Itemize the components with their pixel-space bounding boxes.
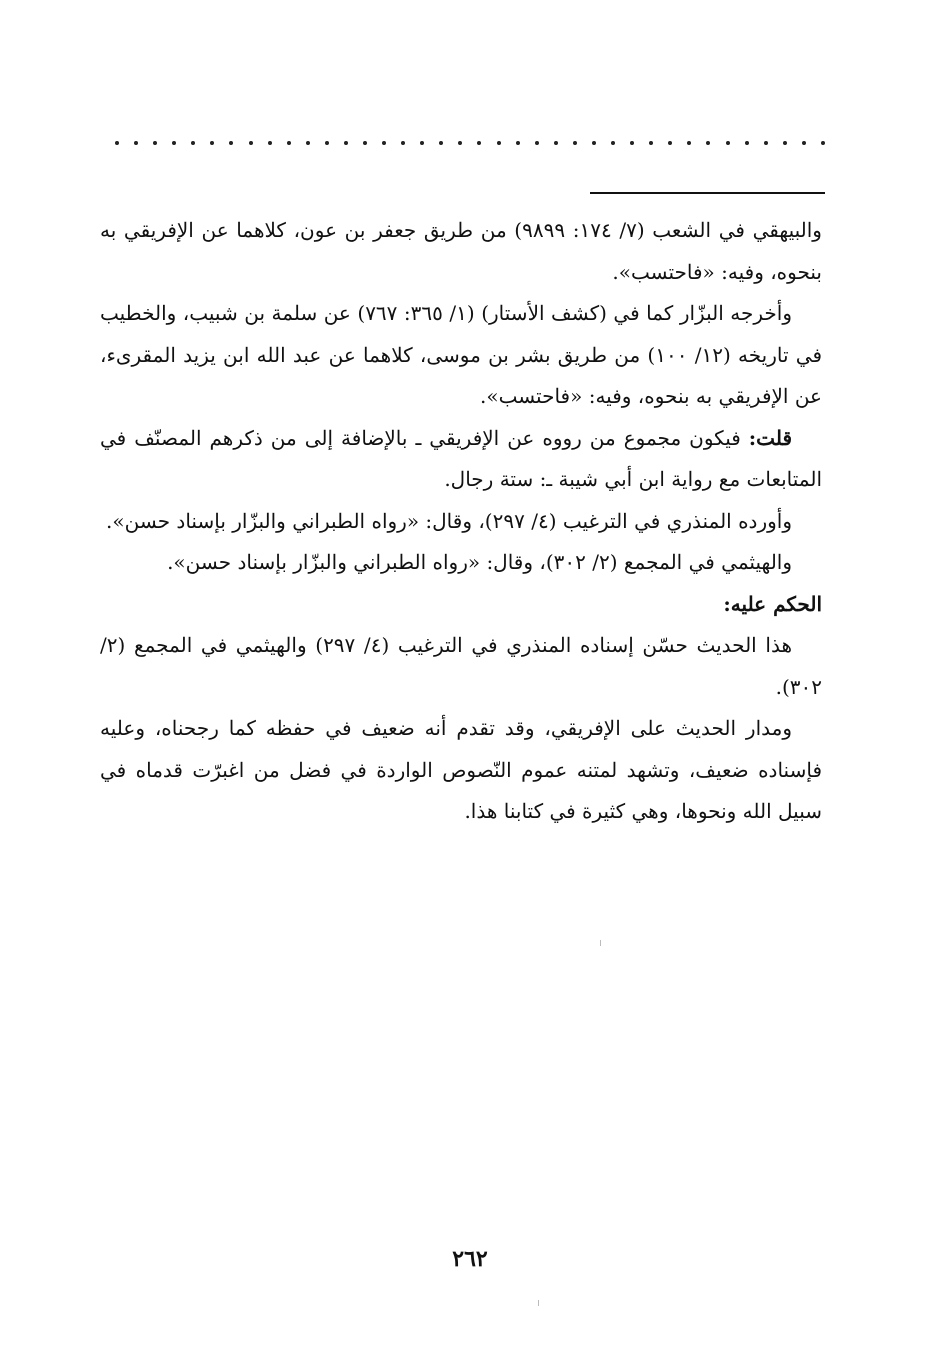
separator-dot [115,141,119,145]
paragraph-qultu [100,418,822,501]
separator-dot [726,141,730,145]
separator-dot [802,141,806,145]
separator-dot [287,141,291,145]
separator-dot [420,141,424,145]
separator-dot [363,141,367,145]
separator-dot [134,141,138,145]
separator-dot [783,141,787,145]
separator-dot [344,141,348,145]
separator-dot [458,141,462,145]
separator-dot [382,141,386,145]
separator-dot [439,141,443,145]
qultu-text: فيكون مجموع من رووه عن الإفريقي ـ بالإضافة إلى من ذكرهم المصنّف في المتابعات مع رواية ابن أبي شيبة ـ: ستة رجال. [100,425,822,491]
separator-dot [573,141,577,145]
separator-dot [611,141,615,145]
paragraph-mundhiri: وأورده المنذري في الترغيب (٤/ ٢٩٧)، وقال: «رواه الطبراني والبزّار بإسناد حسن». [106,508,792,533]
separator-dot [687,141,691,145]
separator-dot [535,141,539,145]
separator-dot [668,141,672,145]
paragraph-bayhaqi: والبيهقي في الشعب (٧/ ١٧٤: ٩٨٩٩) من طريق جعفر بن عون، كلاهما عن الإفريقي به بنحوه، وفيه: «فاحتسب». [100,218,822,284]
separator-dot [554,141,558,145]
footnote-text [100,210,822,833]
separator-dot [268,141,272,145]
dotted-separator [115,140,825,146]
scan-speck [600,940,601,946]
qultu-label: قلت: [748,425,792,450]
paragraph-haythami: والهيثمي في المجمع (٢/ ٣٠٢)، وقال: «رواه الطبراني والبزّار بإسناد حسن». [167,550,792,574]
separator-dot [153,141,157,145]
separator-dot [191,141,195,145]
separator-dot [249,141,253,145]
footnote-rule [590,192,825,194]
paragraph-bazzar: وأخرجه البزّار كما في (كشف الأستار) (١/ ٣٦٥: ٧٦٧) عن سلمة بن شبيب، والخطيب في تاريخه (١٢/ ١٠٠) من طريق بشر بن موسى، كلاهما عن عبد الله ابن يزيد المقرىء، عن الإفريقي به بنحوه، وفيه: «فاحتسب». [100,301,823,408]
judgment-heading: الحكم عليه: [723,591,822,616]
separator-dot [401,141,405,145]
separator-dot [210,141,214,145]
paragraph-judgment-2: ومدار الحديث على الإفريقي، وقد تقدم أنه ضعيف في حفظه كما رجحناه، وعليه فإسناده ضعيف، وتشهد لمتنه عموم النّصوص الواردة في فضل من اغبرّت قدماه في سبيل الله ونحوها، وهي كثيرة في كتابنا هذا. [100,716,822,823]
separator-dot [706,141,710,145]
separator-dot [306,141,310,145]
separator-dot [745,141,749,145]
scan-speck [538,1300,539,1306]
separator-dot [172,141,176,145]
separator-dot [229,141,233,145]
separator-dot [649,141,653,145]
separator-dot [497,141,501,145]
separator-dot [821,141,825,145]
separator-dot [516,141,520,145]
separator-dot [764,141,768,145]
paragraph-judgment-1: هذا الحديث حسّن إسناده المنذري في الترغيب (٤/ ٢٩٧) والهيثمي في المجمع (٢/ ٣٠٢). [100,633,822,699]
separator-dot [592,141,596,145]
separator-dot [477,141,481,145]
separator-dot [325,141,329,145]
separator-dot [630,141,634,145]
page-number: ٢٦٢ [452,1246,488,1272]
